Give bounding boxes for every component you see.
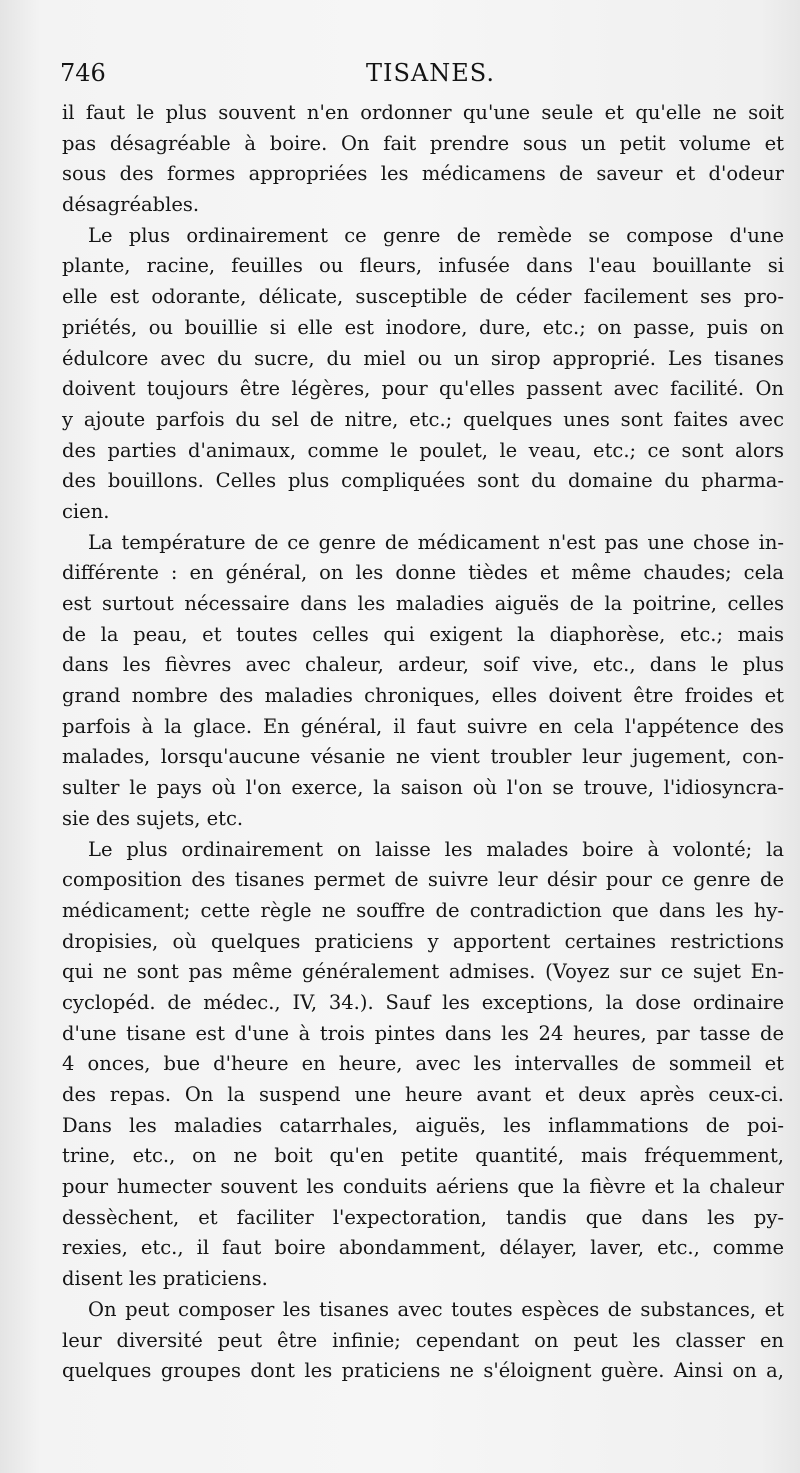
text-line: malades, lorsqu'aucune vésanie ne vient troubler leur jugement, con- — [62, 745, 784, 769]
text-line: Le plus ordinairement on laisse les malades boire à volonté; la — [88, 837, 784, 861]
text-line: des parties d'animaux, comme le poulet, le veau, etc.; ce sont alors — [62, 438, 784, 462]
text-line: sie des sujets, etc. — [62, 806, 244, 830]
text-line: médicament; cette règle ne souffre de contradiction que dans les hy- — [62, 898, 784, 922]
text-line: On peut composer les tisanes avec toutes espèces de substances, et — [88, 1297, 784, 1321]
text-line: des bouillons. Celles plus compliquées sont du domaine du pharma- — [62, 469, 784, 493]
text-line: priétés, ou bouillie si elle est inodore, dure, etc.; on passe, puis on — [62, 315, 784, 339]
text-line: doivent toujours être légères, pour qu'elles passent avec facilité. On — [62, 377, 784, 401]
page-header — [60, 56, 780, 90]
text-line: dropisies, où quelques praticiens y apportent certaines restrictions — [62, 929, 784, 953]
text-line: disent les praticiens. — [62, 1267, 268, 1291]
text-line: il faut le plus souvent n'en ordonner qu'une seule et qu'elle ne soit — [62, 101, 784, 124]
text-line: rexies, etc., il faut boire abondamment, délayer, laver, etc., comme — [62, 1236, 784, 1260]
text-line: composition des tisanes permet de suivre leur désir pour ce genre de — [62, 868, 784, 892]
text-line: qui ne sont pas même généralement admises. (Voyez sur ce sujet En- — [62, 960, 784, 984]
text-line: Dans les maladies catarrhales, aiguës, les inflammations de poi- — [62, 1113, 784, 1137]
text-line: quelques groupes dont les praticiens ne s'éloignent guère. Ainsi on a, — [62, 1359, 784, 1383]
text-line: elle est odorante, délicate, susceptible de céder facilement ses pro- — [62, 285, 784, 309]
text-line: plante, racine, feuilles ou fleurs, infusée dans l'eau bouillante si — [62, 254, 784, 278]
text-line: édulcore avec du sucre, du miel ou un sirop approprié. Les tisanes — [62, 346, 784, 370]
text-line: différente : en général, on les donne tièdes et même chaudes; cela — [62, 561, 784, 585]
body-text — [62, 98, 784, 1387]
text-line: leur diversité peut être infinie; cependant on peut les classer en — [62, 1328, 784, 1352]
text-line: sous des formes appropriées les médicamens de saveur et d'odeur — [62, 162, 784, 186]
text-line: Le plus ordinairement ce genre de remède se compose d'une — [88, 223, 784, 247]
running-head: TISANES. — [366, 59, 495, 87]
text-line: pas désagréable à boire. On fait prendre sous un petit volume et — [62, 131, 784, 155]
text-line: dans les fièvres avec chaleur, ardeur, soif vive, etc., dans le plus — [62, 653, 784, 677]
text-line: de la peau, et toutes celles qui exigent la diaphorèse, etc.; mais — [62, 622, 784, 646]
text-line: 4 onces, bue d'heure en heure, avec les intervalles de sommeil et — [62, 1052, 784, 1076]
text-line: d'une tisane est d'une à trois pintes dans les 24 heures, par tasse de — [62, 1021, 784, 1045]
text-line: cyclopéd. de médec., IV, 34.). Sauf les exceptions, la dose ordinaire — [62, 990, 784, 1014]
text-line: est surtout nécessaire dans les maladies aiguës de la poitrine, celles — [62, 592, 784, 615]
text-line: grand nombre des maladies chroniques, elles doivent être froides et — [62, 684, 784, 708]
text-line: sulter le pays où l'on exerce, la saison où l'on se trouve, l'idiosyncra- — [62, 776, 784, 800]
text-line: dessèchent, et faciliter l'expectoration, tandis que dans les py- — [62, 1205, 784, 1229]
text-line: La température de ce genre de médicament n'est pas une chose in- — [88, 530, 784, 554]
page-number: 746 — [60, 59, 106, 87]
text-line: pour humecter souvent les conduits aériens que la fièvre et la chaleur — [62, 1175, 784, 1199]
text-line: désagréables. — [62, 193, 200, 217]
text-line: cien. — [62, 499, 110, 523]
text-line: des repas. On la suspend une heure avant et deux après ceux-ci. — [62, 1083, 784, 1106]
text-line: trine, etc., on ne boit qu'en petite quantité, mais fréquemment, — [62, 1144, 784, 1168]
text-line: parfois à la glace. En général, il faut suivre en cela l'appétence des — [62, 714, 784, 738]
text-line: y ajoute parfois du sel de nitre, etc.; quelques unes sont faites avec — [62, 407, 784, 431]
